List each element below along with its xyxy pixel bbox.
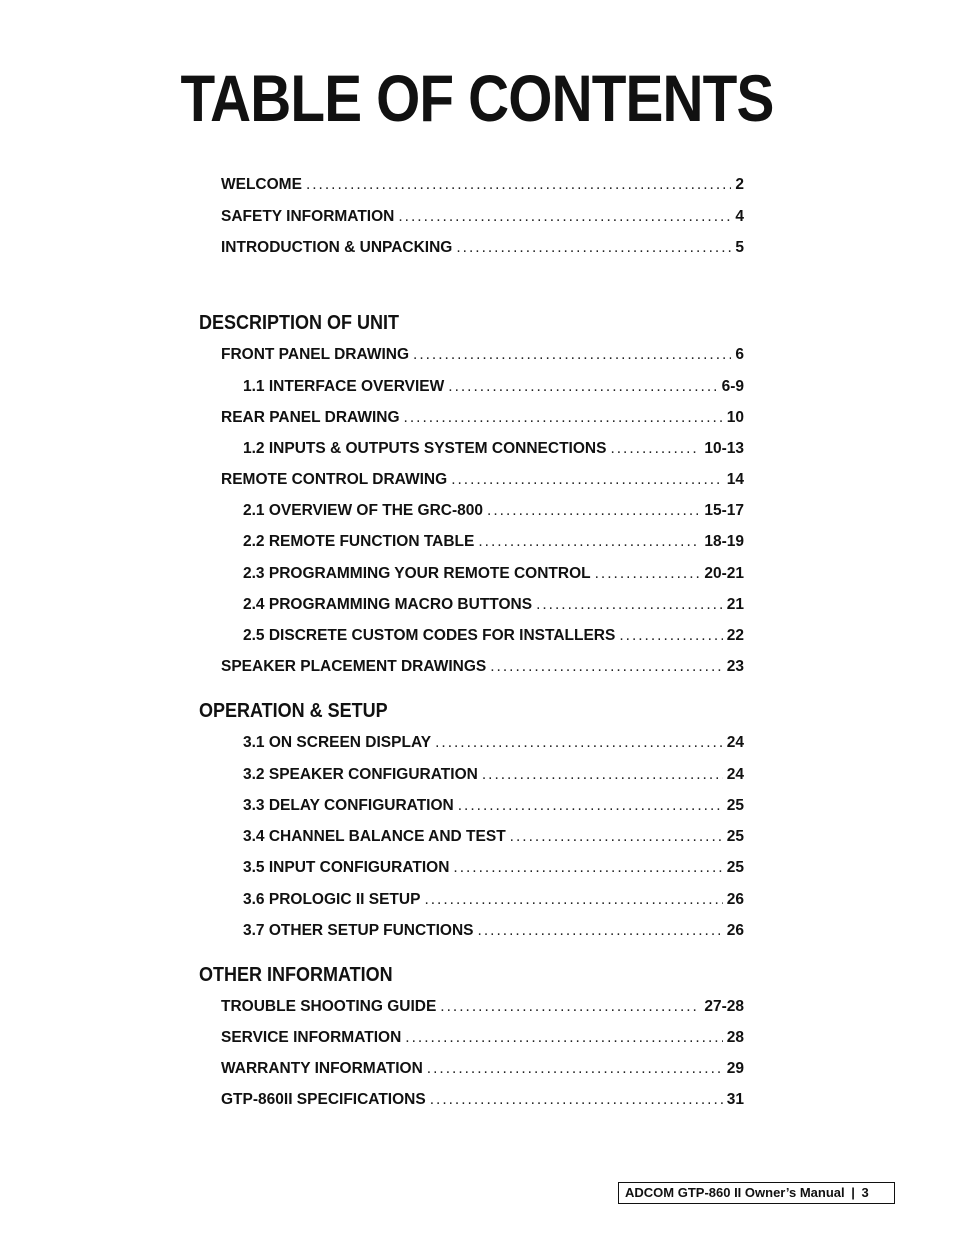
toc-entry-page: 24 [726,766,744,783]
toc-entry-page: 21 [726,596,744,613]
toc-entry-page: 6 [735,346,744,363]
dot-leader [619,627,722,645]
toc-entry-label: WARRANTY INFORMATION [221,1060,423,1077]
dot-leader [610,440,700,458]
toc-entry-page: 26 [726,922,744,939]
toc-entry-page: 20-21 [704,565,744,582]
toc-entry-delay-configuration[interactable] [243,797,744,819]
toc-entry-programming-remote[interactable] [243,565,744,587]
toc-entry-welcome[interactable] [221,176,744,198]
toc-entry-overview-grc-800[interactable] [243,502,744,524]
toc-entry-label: REAR PANEL DRAWING [221,409,400,426]
dot-leader [405,1029,722,1047]
toc-entry-discrete-custom-codes[interactable] [243,627,744,649]
toc-entry-speaker-placement[interactable] [221,658,744,680]
toc-entry-page: 5 [735,239,744,256]
toc-entry-trouble-shooting[interactable] [221,998,744,1020]
toc-entry-page: 26 [726,891,744,908]
dot-leader [398,208,731,226]
dot-leader [404,409,723,427]
section-heading-operation-setup: OPERATION & SETUP [199,700,388,722]
toc-entry-safety-information[interactable] [221,208,744,230]
dot-leader [490,658,723,676]
page-footer [618,1182,895,1204]
toc-entry-page: 25 [726,859,744,876]
dot-leader [427,1060,723,1078]
footer-separator: | [851,1185,855,1200]
toc-entry-label: 1.1 INTERFACE OVERVIEW [243,378,445,395]
toc-entry-label: 2.3 PROGRAMMING YOUR REMOTE CONTROL [243,565,591,582]
toc-entry-input-configuration[interactable] [243,859,744,881]
toc-entry-label: REMOTE CONTROL DRAWING [221,471,448,488]
toc-entry-specifications[interactable] [221,1091,744,1113]
dot-leader [451,471,723,489]
dot-leader [430,1091,723,1109]
toc-entry-page: 23 [726,658,744,675]
toc-entry-label: 1.2 INPUTS & OUTPUTS SYSTEM CONNECTIONS [243,440,607,457]
toc-entry-page: 14 [726,471,744,488]
section-heading-other-information: OTHER INFORMATION [199,964,393,986]
toc-entry-label: 3.1 ON SCREEN DISPLAY [243,734,432,751]
toc-entry-page: 25 [726,828,744,845]
toc-entry-label: 3.3 DELAY CONFIGURATION [243,797,454,814]
toc-entry-page: 10 [726,409,744,426]
toc-entry-page: 31 [726,1091,744,1108]
toc-entry-page: 25 [726,797,744,814]
dot-leader [487,502,700,520]
toc-entry-page: 15-17 [704,502,744,519]
toc-entry-label: 3.4 CHANNEL BALANCE AND TEST [243,828,506,845]
dot-leader [458,797,723,815]
dot-leader [595,565,701,583]
dot-leader [482,766,723,784]
toc-entry-page: 2 [735,176,744,193]
toc-entry-inputs-outputs[interactable] [243,440,744,462]
page-title: TABLE OF CONTENTS [180,61,774,135]
toc-entry-label: 3.7 OTHER SETUP FUNCTIONS [243,922,474,939]
toc-entry-label: 3.6 PROLOGIC II SETUP [243,891,421,908]
dot-leader [448,378,717,396]
toc-entry-label: 2.1 OVERVIEW OF THE GRC-800 [243,502,484,519]
toc-entry-page: 28 [726,1029,744,1046]
toc-entry-label: SPEAKER PLACEMENT DRAWINGS [221,658,487,675]
dot-leader [453,859,722,877]
dot-leader [478,922,723,940]
toc-entry-programming-macro[interactable] [243,596,744,618]
toc-entry-label: WELCOME [221,176,302,193]
dot-leader [456,239,731,257]
toc-entry-label: 2.4 PROGRAMMING MACRO BUTTONS [243,596,533,613]
dot-leader [435,734,723,752]
toc-entry-label: SAFETY INFORMATION [221,208,395,225]
toc-entry-page: 10-13 [704,440,744,457]
toc-entry-label: SERVICE INFORMATION [221,1029,402,1046]
toc-entry-label: FRONT PANEL DRAWING [221,346,410,363]
toc-entry-label: TROUBLE SHOOTING GUIDE [221,998,437,1015]
toc-entry-label: INTRODUCTION & UNPACKING [221,239,453,256]
toc-entry-service-information[interactable] [221,1029,744,1051]
toc-entry-page: 29 [726,1060,744,1077]
toc-entry-remote-control-drawing[interactable] [221,471,744,493]
dot-leader [413,346,731,364]
toc-entry-rear-panel-drawing[interactable] [221,409,744,431]
dot-leader [440,998,700,1016]
toc-entry-on-screen-display[interactable] [243,734,744,756]
dot-leader [424,891,722,909]
toc-entry-prologic-ii-setup[interactable] [243,891,744,913]
toc-entry-warranty-information[interactable] [221,1060,744,1082]
toc-entry-channel-balance[interactable] [243,828,744,850]
toc-entry-page: 4 [735,208,744,225]
toc-entry-page: 6-9 [721,378,744,395]
toc-entry-remote-function-table[interactable] [243,533,744,555]
toc-entry-other-setup-functions[interactable] [243,922,744,944]
toc-entry-speaker-configuration[interactable] [243,766,744,788]
toc-entry-label: 3.2 SPEAKER CONFIGURATION [243,766,478,783]
toc-entry-label: 3.5 INPUT CONFIGURATION [243,859,450,876]
dot-leader [510,828,723,846]
section-heading-description-of-unit: DESCRIPTION OF UNIT [199,312,400,334]
dot-leader [478,533,700,551]
toc-entry-label: 2.5 DISCRETE CUSTOM CODES FOR INSTALLERS [243,627,616,644]
dot-leader [536,596,723,614]
toc-entry-label: GTP-860II SPECIFICATIONS [221,1091,426,1108]
footer-text: ADCOM GTP-860 II Owner’s Manual [625,1185,845,1200]
toc-entry-introduction-unpacking[interactable] [221,239,744,261]
toc-entry-page: 24 [726,734,744,751]
dot-leader [306,176,731,194]
toc-entry-interface-overview[interactable] [243,378,744,400]
toc-entry-page: 27-28 [704,998,744,1015]
toc-entry-page: 18-19 [704,533,744,550]
toc-entry-page: 22 [726,627,744,644]
toc-entry-label: 2.2 REMOTE FUNCTION TABLE [243,533,475,550]
footer-page-number: 3 [861,1185,869,1200]
toc-entry-front-panel-drawing[interactable] [221,346,744,368]
